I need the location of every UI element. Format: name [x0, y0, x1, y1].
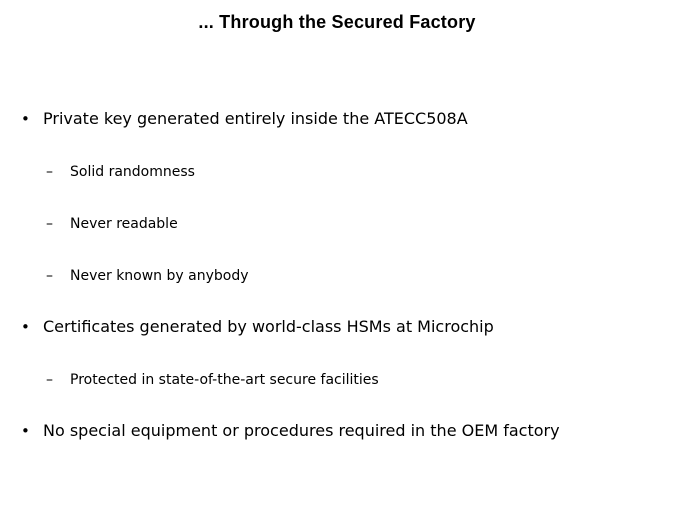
- bullet-marker: •: [21, 318, 30, 336]
- bullet-marker: •: [21, 422, 30, 440]
- sub-bullet-text: Never known by anybody: [70, 268, 249, 284]
- dash-marker: –: [46, 216, 53, 232]
- bullet-item: [0, 421, 674, 473]
- dash-marker: –: [46, 372, 53, 388]
- slide-title: ... Through the Secured Factory: [198, 12, 476, 32]
- sub-bullet-text: Never readable: [70, 216, 178, 232]
- sub-bullet-item: [0, 161, 674, 213]
- bullet-text: No special equipment or procedures required in the OEM factory: [43, 421, 560, 440]
- sub-bullet-text: Protected in state-of-the-art secure facilities: [70, 372, 379, 388]
- bullet-item: [0, 317, 674, 369]
- sub-bullet-item: [0, 369, 674, 421]
- sub-bullet-item: [0, 213, 674, 265]
- bullet-text: Certificates generated by world-class HSMs at Microchip: [43, 317, 494, 336]
- bullet-marker: •: [21, 110, 30, 128]
- bullet-list: [0, 109, 674, 473]
- sub-bullet-item: [0, 265, 674, 317]
- sub-bullet-text: Solid randomness: [70, 164, 195, 180]
- dash-marker: –: [46, 164, 53, 180]
- bullet-text: Private key generated entirely inside the ATECC508A: [43, 109, 468, 128]
- bullet-item: [0, 109, 674, 161]
- dash-marker: –: [46, 268, 53, 284]
